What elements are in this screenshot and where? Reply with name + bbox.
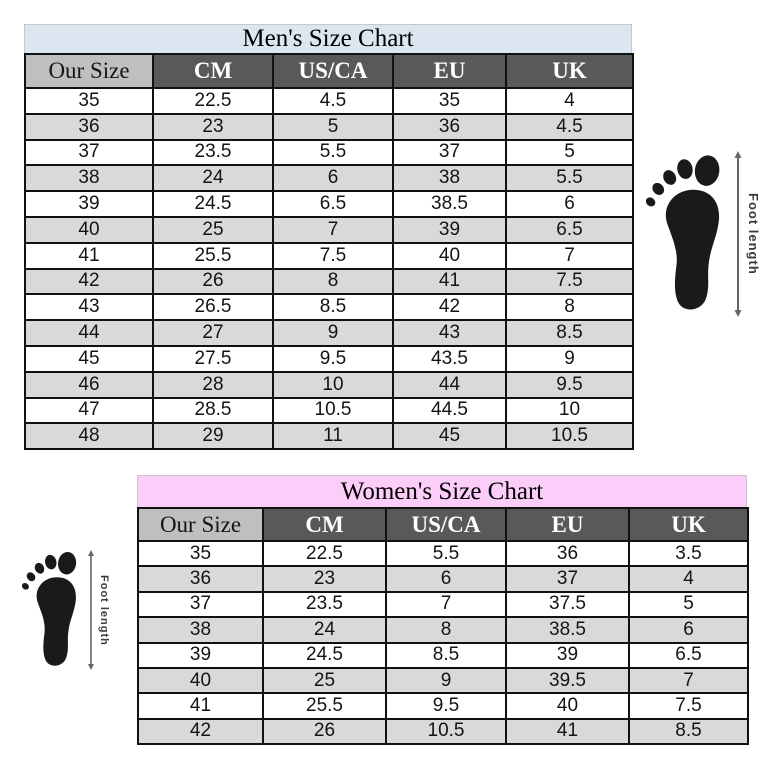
size-cell: 47 [25, 398, 153, 424]
size-cell: 46 [25, 372, 153, 398]
size-cell: 40 [25, 217, 153, 243]
size-cell: 25 [153, 217, 273, 243]
size-cell: 7.5 [629, 693, 748, 718]
size-cell: 37.5 [506, 592, 629, 617]
size-cell: 7 [386, 592, 506, 617]
size-cell: 25 [263, 668, 386, 693]
size-cell: 41 [25, 243, 153, 269]
size-cell: 25.5 [263, 693, 386, 718]
size-cell: 42 [393, 294, 506, 320]
footprint-icon [646, 148, 730, 320]
size-cell: 22.5 [263, 541, 386, 566]
size-cell: 27 [153, 320, 273, 346]
size-row [25, 165, 633, 191]
size-cell: 37 [393, 140, 506, 166]
size-cell: 4.5 [506, 114, 633, 140]
size-cell: 9.5 [506, 372, 633, 398]
size-row [138, 719, 748, 744]
foot-length-label: Foot length [98, 574, 110, 646]
size-cell: 6 [386, 566, 506, 591]
size-cell: 8 [386, 617, 506, 642]
womens-header-row [138, 508, 748, 541]
size-cell: 6 [629, 617, 748, 642]
foot-length-measure-line [86, 550, 96, 670]
size-row [25, 140, 633, 166]
size-cell: 7.5 [273, 243, 393, 269]
size-cell: 38.5 [393, 191, 506, 217]
size-cell: 39.5 [506, 668, 629, 693]
size-cell: 10 [273, 372, 393, 398]
size-cell: 38.5 [506, 617, 629, 642]
foot-length-measure-line [732, 151, 744, 317]
size-cell: 10.5 [273, 398, 393, 424]
size-cell: 44.5 [393, 398, 506, 424]
mens-size-chart [24, 24, 632, 450]
womens-size-table [137, 507, 749, 745]
size-row [25, 346, 633, 372]
mens-chart-title: Men's Size Chart [24, 24, 632, 53]
size-cell: 40 [393, 243, 506, 269]
column-header-our-size: Our Size [138, 508, 263, 541]
size-cell: 28.5 [153, 398, 273, 424]
size-row [25, 398, 633, 424]
size-cell: 41 [138, 693, 263, 718]
size-cell: 44 [25, 320, 153, 346]
size-cell: 24 [263, 617, 386, 642]
size-cell: 8.5 [386, 643, 506, 668]
size-row [25, 217, 633, 243]
size-cell: 37 [506, 566, 629, 591]
size-cell: 5.5 [273, 140, 393, 166]
size-cell: 8.5 [629, 719, 748, 744]
size-row [25, 423, 633, 449]
column-header-eu: EU [393, 54, 506, 88]
size-cell: 6.5 [506, 217, 633, 243]
size-cell: 4 [629, 566, 748, 591]
size-cell: 27.5 [153, 346, 273, 372]
size-cell: 35 [25, 88, 153, 114]
size-row [25, 320, 633, 346]
size-cell: 29 [153, 423, 273, 449]
size-cell: 5 [273, 114, 393, 140]
size-cell: 36 [506, 541, 629, 566]
size-cell: 8 [273, 269, 393, 295]
size-cell: 42 [25, 269, 153, 295]
size-row [138, 617, 748, 642]
size-row [138, 643, 748, 668]
size-cell: 26 [153, 269, 273, 295]
size-cell: 36 [25, 114, 153, 140]
size-cell: 35 [138, 541, 263, 566]
size-row [25, 114, 633, 140]
size-cell: 42 [138, 719, 263, 744]
mens-table-body [25, 88, 633, 449]
size-cell: 5 [629, 592, 748, 617]
size-cell: 5.5 [506, 165, 633, 191]
size-cell: 43 [25, 294, 153, 320]
size-cell: 39 [506, 643, 629, 668]
size-cell: 9.5 [386, 693, 506, 718]
size-cell: 40 [506, 693, 629, 718]
size-row [25, 372, 633, 398]
size-row [138, 693, 748, 718]
size-cell: 48 [25, 423, 153, 449]
column-header-eu: EU [506, 508, 629, 541]
size-cell: 7 [273, 217, 393, 243]
size-cell: 39 [393, 217, 506, 243]
size-cell: 11 [273, 423, 393, 449]
size-cell: 6.5 [273, 191, 393, 217]
column-header-cm: CM [153, 54, 273, 88]
column-header-us-ca: US/CA [386, 508, 506, 541]
size-cell: 6.5 [629, 643, 748, 668]
size-cell: 35 [393, 88, 506, 114]
size-cell: 24 [153, 165, 273, 191]
size-cell: 40 [138, 668, 263, 693]
size-cell: 39 [138, 643, 263, 668]
size-cell: 23 [263, 566, 386, 591]
size-cell: 8 [506, 294, 633, 320]
size-cell: 38 [393, 165, 506, 191]
size-cell: 24.5 [263, 643, 386, 668]
womens-table-body [138, 541, 748, 744]
size-cell: 38 [25, 165, 153, 191]
size-cell: 45 [25, 346, 153, 372]
mens-foot-figure [646, 148, 761, 320]
womens-chart-title: Women's Size Chart [137, 475, 747, 507]
size-cell: 6 [273, 165, 393, 191]
size-cell: 24.5 [153, 191, 273, 217]
size-cell: 45 [393, 423, 506, 449]
size-row [138, 668, 748, 693]
size-cell: 37 [25, 140, 153, 166]
womens-foot-figure [22, 548, 110, 672]
size-row [138, 592, 748, 617]
size-cell: 23 [153, 114, 273, 140]
column-header-uk: UK [506, 54, 633, 88]
size-cell: 10.5 [386, 719, 506, 744]
column-header-uk: UK [629, 508, 748, 541]
womens-size-chart [137, 475, 747, 745]
size-cell: 5 [506, 140, 633, 166]
column-header-cm: CM [263, 508, 386, 541]
size-row [138, 566, 748, 591]
size-cell: 28 [153, 372, 273, 398]
size-cell: 39 [25, 191, 153, 217]
size-cell: 43 [393, 320, 506, 346]
mens-header-row [25, 54, 633, 88]
size-cell: 7.5 [506, 269, 633, 295]
size-cell: 9.5 [273, 346, 393, 372]
size-cell: 44 [393, 372, 506, 398]
size-cell: 10.5 [506, 423, 633, 449]
size-row [25, 269, 633, 295]
size-cell: 9 [386, 668, 506, 693]
footprint-icon [22, 548, 84, 672]
size-cell: 26.5 [153, 294, 273, 320]
size-cell: 7 [506, 243, 633, 269]
size-cell: 41 [506, 719, 629, 744]
size-row [25, 243, 633, 269]
column-header-our-size: Our Size [25, 54, 153, 88]
size-row [25, 294, 633, 320]
size-cell: 43.5 [393, 346, 506, 372]
size-cell: 25.5 [153, 243, 273, 269]
column-header-us-ca: US/CA [273, 54, 393, 88]
size-cell: 23.5 [153, 140, 273, 166]
size-cell: 6 [506, 191, 633, 217]
size-cell: 23.5 [263, 592, 386, 617]
size-cell: 38 [138, 617, 263, 642]
size-cell: 37 [138, 592, 263, 617]
size-cell: 8.5 [506, 320, 633, 346]
size-cell: 3.5 [629, 541, 748, 566]
size-cell: 4.5 [273, 88, 393, 114]
size-cell: 22.5 [153, 88, 273, 114]
size-cell: 36 [393, 114, 506, 140]
size-cell: 8.5 [273, 294, 393, 320]
mens-size-table [24, 53, 634, 450]
size-cell: 5.5 [386, 541, 506, 566]
size-cell: 4 [506, 88, 633, 114]
foot-length-label: Foot length [746, 193, 761, 275]
size-cell: 9 [506, 346, 633, 372]
size-cell: 36 [138, 566, 263, 591]
size-cell: 9 [273, 320, 393, 346]
size-cell: 41 [393, 269, 506, 295]
size-cell: 10 [506, 398, 633, 424]
size-row [138, 541, 748, 566]
size-cell: 7 [629, 668, 748, 693]
size-row [25, 191, 633, 217]
size-cell: 26 [263, 719, 386, 744]
size-row [25, 88, 633, 114]
